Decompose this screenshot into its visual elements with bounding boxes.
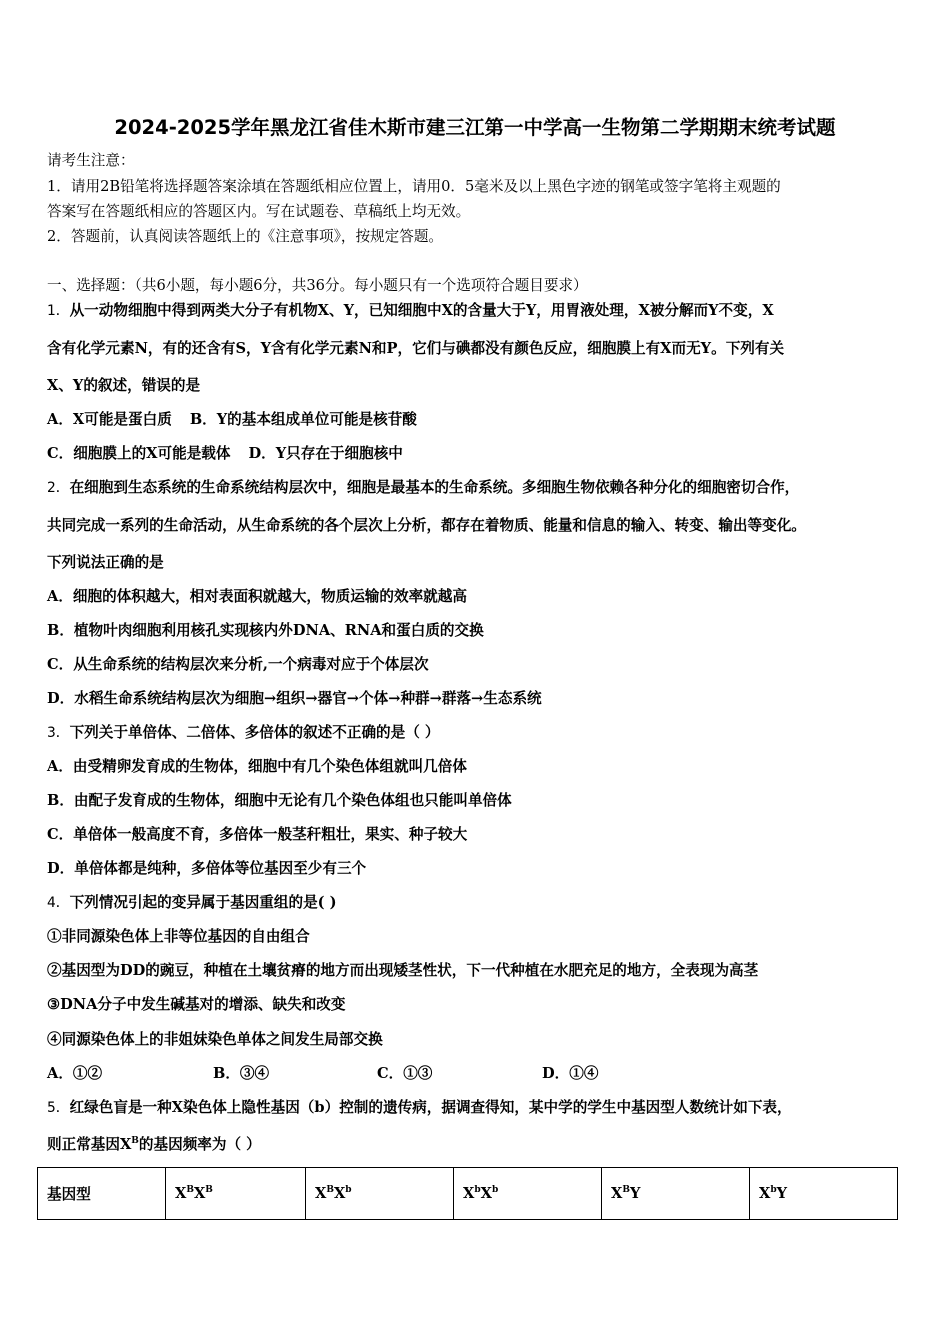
genotype-table [37, 1167, 898, 1220]
question-5-line-2 [47, 1135, 261, 1155]
genotype-cell: $X^bX^b$ [454, 1168, 602, 1220]
question-2-line-2: 共同完成一系列的生命活动，从生命系统的各个层次上分析，都存在着物质、能量和信息的输入、转变、输出等变化。 [47, 517, 806, 534]
notice-item-2: 2．答题前，认真阅读答题纸上的《注意事项》，按规定答题。 [47, 228, 444, 245]
genotype-cell: $X^BX^b$ [306, 1168, 454, 1220]
question-1-option-d[interactable]: D．Y只存在于细胞核中 [248, 445, 403, 462]
question-2-line-3: 下列说法正确的是 [47, 554, 164, 571]
question-2-option-d[interactable]: D．水稻生命系统结构层次为细胞→组织→器官→个体→种群→群落→生态系统 [47, 690, 542, 707]
question-4-statement-2: ②基因型为DD的豌豆，种植在土壤贫瘠的地方而出现矮茎性状，下一代种植在水肥充足的地方，全表现为高茎 [47, 962, 759, 979]
question-2-text: 在细胞到生态系统的生命系统结构层次中，细胞是最基本的生命系统。多细胞生物依赖各种分化的细胞密切合作， [69, 479, 800, 496]
question-4-option-b[interactable]: B．③④ [213, 1065, 270, 1082]
exam-title: 2024-2025学年黑龙江省佳木斯市建三江第一中学高一生物第二学期期末统考试题 [114, 116, 836, 139]
question-5-line-2-prefix: 则正常基因X [47, 1136, 132, 1153]
question-2-option-c[interactable]: C．从生命系统的结构层次来分析,一个病毒对应于个体层次 [47, 656, 429, 673]
question-3-text: 下列关于单倍体、二倍体、多倍体的叙述不正确的是（ ） [69, 724, 440, 741]
question-4-option-a[interactable]: A．①② [47, 1065, 103, 1082]
question-2-option-b[interactable]: B．植物叶肉细胞利用核孔实现核内外DNA、RNA和蛋白质的交换 [47, 622, 484, 639]
notice-item-1-line-1: 1．请用2B铅笔将选择题答案涂填在答题纸相应位置上，请用0．5毫米及以上黑色字迹的钢笔或签字笔将主观题的 [47, 178, 781, 195]
question-4-option-c[interactable]: C．①③ [377, 1065, 433, 1082]
question-1-options-ab [47, 410, 417, 430]
genotype-cell: $X^BY$ [602, 1168, 750, 1220]
question-3-option-c[interactable]: C．单倍体一般高度不育，多倍体一般茎秆粗壮，果实、种子较大 [47, 826, 468, 843]
question-2-line-1 [47, 478, 799, 498]
question-1-option-c[interactable]: C．细胞膜上的X可能是载体 [47, 445, 231, 462]
question-4-statement-1: ①非同源染色体上非等位基因的自由组合 [47, 928, 310, 945]
table-row [38, 1168, 898, 1220]
question-4-statement-4: ④同源染色体上的非姐妹染色单体之间发生局部交换 [47, 1031, 383, 1048]
question-4-text: 下列情况引起的变异属于基因重组的是( ) [69, 894, 337, 911]
question-5-line-1 [47, 1098, 792, 1118]
question-3-number: 3． [47, 725, 70, 741]
question-4-option-d[interactable]: D．①④ [542, 1065, 599, 1082]
genotype-cell: $X^BX^B$ [166, 1168, 306, 1220]
question-1-line-1 [47, 301, 774, 321]
question-1-text: 从一动物细胞中得到两类大分子有机物X、Y，已知细胞中X的含量大于Y，用胃液处理，X被分解而Y不变，X [69, 302, 774, 319]
question-3-option-b[interactable]: B．由配子发育成的生物体，细胞中无论有几个染色体组也只能叫单倍体 [47, 792, 512, 809]
genotype-cell: $X^bY$ [750, 1168, 898, 1220]
question-4-statement-3: ③DNA分子中发生碱基对的增添、缺失和改变 [47, 996, 346, 1013]
question-3-option-a[interactable]: A．由受精卵发育成的生物体，细胞中有几个染色体组就叫几倍体 [47, 758, 467, 775]
table-header-cell: 基因型 [38, 1168, 166, 1220]
question-4-line-1 [47, 893, 337, 913]
question-5-superscript: B [131, 1136, 139, 1146]
question-1-line-3: X、Y的叙述，错误的是 [47, 377, 201, 394]
question-5-text: 红绿色盲是一种X染色体上隐性基因（b）控制的遗传病，据调查得知，某中学的学生中基因型人数统计如下表， [69, 1099, 792, 1116]
question-3-line-1 [47, 723, 440, 743]
question-2-option-a[interactable]: A．细胞的体积越大，相对表面积就越大，物质运输的效率就越高 [47, 588, 467, 605]
question-2-number: 2． [47, 480, 70, 496]
question-1-number: 1． [47, 303, 70, 319]
question-1-option-b[interactable]: B．Y的基本组成单位可能是核苷酸 [189, 411, 417, 428]
section-heading: 一、选择题：（共6小题，每小题6分，共36分。每小题只有一个选项符合题目要求） [47, 277, 588, 294]
question-5-line-2-suffix: 的基因频率为（ ） [138, 1136, 261, 1153]
question-1-option-a[interactable]: A．X可能是蛋白质 [47, 411, 172, 428]
question-3-option-d[interactable]: D．单倍体都是纯种，多倍体等位基因至少有三个 [47, 860, 367, 877]
question-4-number: 4． [47, 895, 70, 911]
question-5-number: 5． [47, 1100, 70, 1116]
question-1-line-2: 含有化学元素N，有的还含有S，Y含有化学元素N和P，它们与碘都没有颜色反应，细胞膜上有X而无Y。下列有关 [47, 340, 785, 357]
notice-item-1-line-2: 答案写在答题纸相应的答题区内。写在试题卷、草稿纸上均无效。 [47, 203, 471, 220]
question-1-options-cd [47, 444, 403, 464]
notice-heading: 请考生注意： [47, 152, 135, 169]
